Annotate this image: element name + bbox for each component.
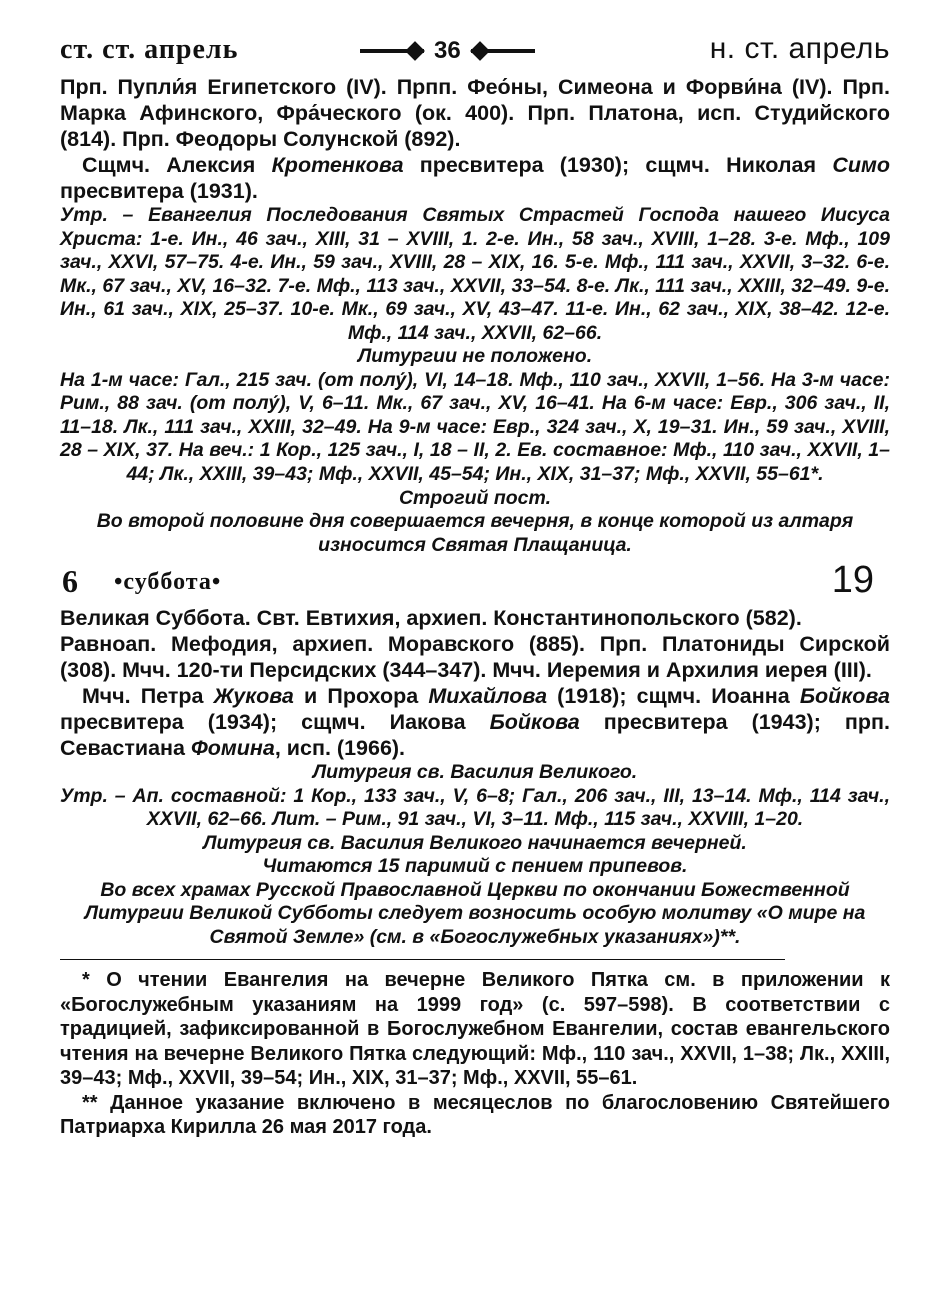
new-style-day: 19 — [831, 559, 874, 601]
saturday-new-martyrs: Мчч. Петра Жукова и Прохора Михайлова (1918); сщмч. Иоанна Бойкова пресвитера (1934); сщмч. Иакова Бойкова пресвитера (1943); прп. Севастиана Фомина, исп. (1966). — [60, 684, 890, 760]
left-ornament-icon — [360, 49, 424, 53]
new-style-month: н. ст. апрель — [709, 32, 890, 65]
saturday-readings: Утр. – Ап. составной: 1 Кор., 133 зач., V, 6–8; Гал., 206 зач., III, 13–14. Мф., 114 зач., XXVII, 62–66. Лит. – Рим., 91 зач., VI, 3–11. Мф., 115 зач., XXVIII, 1–20. — [60, 784, 890, 830]
calendar-page — [60, 30, 890, 1140]
vespers-note: Во второй половине дня совершается вечерня, в конце которой из алтаря износится Святая Плащаница. — [96, 510, 854, 556]
old-style-month: ст. ст. апрель — [60, 34, 239, 65]
weekday-name: •суббота• — [114, 569, 222, 595]
footnote-2: ** Данное указание включено в месяцеслов по благословению Святейшего Патриарха Кирилла 26 мая 2017 года. — [60, 1091, 890, 1138]
page-header — [60, 30, 890, 74]
liturgy-note: Литургия св. Василия Великого. — [312, 761, 638, 783]
saturday-saints: Великая Суббота. Свт. Евтихия, архиеп. Константинопольского (582). — [60, 606, 802, 630]
footnote-divider — [60, 959, 785, 960]
old-style-day: 6 — [62, 563, 78, 599]
friday-no-liturgy: Литургии не положено. — [357, 345, 593, 367]
right-ornament-icon — [471, 49, 535, 53]
feast-title: Великая Суббота. — [60, 606, 251, 630]
paremias-note: Читаются 15 паримий с пением припевов. — [262, 855, 688, 877]
page-number-block — [360, 36, 535, 65]
page-number: 36 — [434, 36, 461, 64]
vespers-start-note: Литургия св. Василия Великого начинается вечерней. — [203, 831, 747, 854]
friday-new-martyrs: Сщмч. Алексия Кротенкова пресвитера (1930); сщмч. Николая Симо пресвитера (1931). — [60, 153, 891, 203]
fast-note: Строгий пост. — [398, 487, 552, 509]
saturday-saints-2: Равноап. Мефодия, архиеп. Моравского (885). Прп. Платониды Сирской (308). Мчч. 120-ти Персидских (344–347). Мчч. Иеремия и Архилия иерея (III). — [60, 632, 890, 682]
friday-saints: Прп. Пупли́я Египетского (IV). Прпп. Фео́ны, Симеона и Форви́на (IV). Прп. Марка Афинского, Фра́ческого (ок. 400). Прп. Платона, исп. Студийского (814). Прп. Феодоры Солунской (892). — [60, 75, 890, 151]
friday-matins-readings: Утр. – Евангелия Последования Святых Страстей Господа нашего Иисуса Христа: 1-е. Ин., 46 зач., XIII, 31 – XVIII, 1. 2-е. Ин., 58 зач., XVIII, 1–28. 3-е. Мф., 109 зач., XXVI, 57–75. 4-е. Ин., 59 зач., XVIII, 28 – XIX, 16. 5-е. Мф., 111 зач., XXVII, 3–32. 6-е. Мк., 67 зач., XV, 16–32. 7-е. Мф., 113 зач., XXVII, 33–54. 8-е. Лк., 111 зач., XXIII, 32–49. 9-е. Ин., 61 зач., XIX, 25–37. 10-е. Мк., 69 зач., XV, 43–47. 11-е. Ин., 62 зач., XIX, 38–42. 12-е. Мф., 114 зач., XXVII, 62–66. — [60, 204, 890, 344]
footnote-1: * О чтении Евангелия на вечерне Великого Пятка см. в приложении к «Богослужебным указаниям на 1999 год» (с. 597–598). В соответствии с традицией, зафиксированной в Богослужебном Евангелии, состав евангельского чтения на вечерне Великого Пятка следующий: Мф., 110 зач., XXVII, 1–38; Лк., XXIII, 39–43; Мф., XXVII, 39–54; Ин., XIX, 31–37; Мф., XXVII, 55–61. — [60, 969, 890, 1089]
day-heading — [60, 561, 890, 605]
friday-hours-readings: На 1-м часе: Гал., 215 зач. (от полу́), VI, 14–18. Мф., 110 зач., XXVII, 1–56. На 3-м часе: Рим., 88 зач. (от полу́), V, 6–11. Мк., 67 зач., XV, 16–41. На 6-м часе: Евр., 306 зач., II, 11–18. Лк., 111 зач., XXIII, 32–49. На 9-м часе: Евр., 324 зач., X, 19–31. Ин., 59 зач., XVIII, 28 – XIX, 37. На веч.: 1 Кор., 125 зач., I, 18 – II, 2. Ев. составное: Мф., 110 зач., XXVII, 1–44; Лк., XXIII, 39–43; Мф., XXVII, 45–54; Ин., XIX, 31–37; Мф., XXVII, 55–61*. — [60, 368, 890, 485]
prayer-note: Во всех храмах Русской Православной Церкви по окончании Божественной Литургии Великой Субботы следует возносить особую молитву «О мире на Святой Земле» (см. в «Богослужебных указаниях»)**. — [84, 878, 866, 948]
